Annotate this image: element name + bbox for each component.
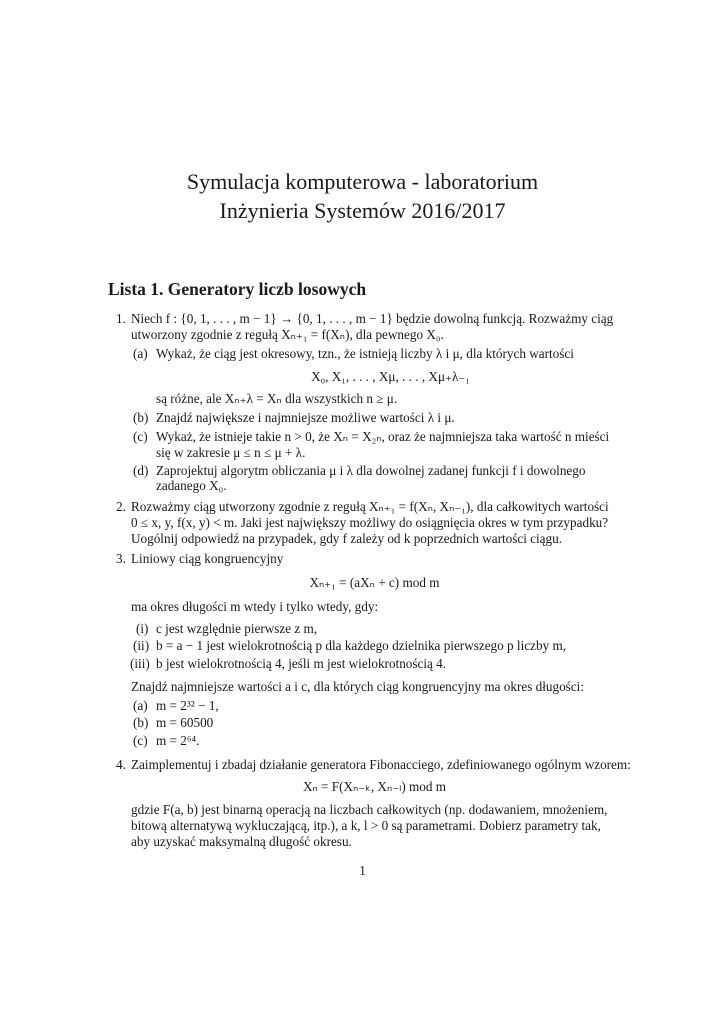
problem-1d-line-2: zadanego X₀. xyxy=(156,478,227,493)
problem-1a-line-1: Wykaż, że ciąg jest okresowy, tzn., że istnieją liczby λ i μ, dla których wartości xyxy=(156,346,574,361)
problem-4-line-4: aby uzyskać maksymalną długość okresu. xyxy=(131,834,352,849)
problem-2-number: 2. xyxy=(116,499,126,514)
problem-1c-label: (c) xyxy=(133,429,148,444)
problem-1d-label: (d) xyxy=(133,463,149,478)
problem-1-line-2: utworzony zgodnie z regułą Xₙ₊₁ = f(Xₙ), dla pewnego X₀. xyxy=(131,327,444,342)
problem-1a-equation: X₀, X₁, . . . , Xμ, . . . , Xμ₊λ₋₁ xyxy=(311,369,470,384)
problem-2-line-3: Uogólnij odpowiedź na przypadek, gdy f zależy od k poprzednich wartości ciągu. xyxy=(131,531,563,546)
problem-3b-label: (b) xyxy=(133,715,149,730)
problem-1d-line-1: Zaprojektuj algorytm obliczania μ i λ dla dowolnej zadanej funkcji f i dowolnego xyxy=(156,463,586,478)
problem-3c-text: m = 2⁶⁴. xyxy=(156,733,200,748)
problem-1b-label: (b) xyxy=(133,410,149,425)
problem-3-ii-label: (ii) xyxy=(133,638,150,653)
problem-3-i-label: (i) xyxy=(136,621,149,636)
problem-4-line-3: bitową alternatywą wykluczającą, itp.), a k, l > 0 są parametrami. Dobierz parametry tak, xyxy=(131,818,601,833)
problem-3-line-2: ma okres długości m wtedy i tylko wtedy, gdy: xyxy=(131,599,379,614)
problem-3-line-1: Liniowy ciąg kongruencyjny xyxy=(131,551,284,566)
problem-3-iii-text: b jest wielokrotnością 4, jeśli m jest wielokrotnością 4. xyxy=(156,656,447,671)
problem-4-line-2: gdzie F(a, b) jest binarną operacją na liczbach całkowitych (np. dodawaniem, mnożeniem, xyxy=(131,802,608,817)
problem-4-number: 4. xyxy=(116,757,126,772)
problem-3c-label: (c) xyxy=(133,733,148,748)
page-number: 1 xyxy=(359,863,366,878)
problem-4-line-1: Zaimplementuj i zbadaj działanie generatora Fibonacciego, zdefiniowanego ogólnym wzorem: xyxy=(131,757,631,772)
title-line-1: Symulacja komputerowa - laboratorium xyxy=(186,169,539,194)
problem-3-i-text: c jest względnie pierwsze z m, xyxy=(156,621,318,636)
problem-3a-text: m = 2³² − 1, xyxy=(156,698,219,713)
problem-1a-label: (a) xyxy=(133,346,148,361)
problem-1b-line-1: Znajdź największe i najmniejsze możliwe wartości λ i μ. xyxy=(156,410,455,425)
title-line-2: Inżynieria Systemów 2016/2017 xyxy=(219,198,506,223)
problem-3-line-3: Znajdź najmniejsze wartości a i c, dla których ciąg kongruencyjny ma okres długości: xyxy=(131,679,584,694)
problem-1-line-1: Niech f : {0, 1, . . . , m − 1} → {0, 1, . . . , m − 1} będzie dowolną funkcją. Rozważmy ciąg xyxy=(131,311,614,326)
problem-3a-label: (a) xyxy=(133,698,148,713)
problem-3-equation: Xₙ₊₁ = (aXₙ + c) mod m xyxy=(309,575,440,590)
problem-1a-line-2: są różne, ale Xₙ₊λ = Xₙ dla wszystkich n ≥ μ. xyxy=(156,391,398,406)
problem-1c-line-1: Wykaż, że istnieje takie n > 0, że Xₙ = X₂ₙ, oraz że najmniejsza taka wartość n mieści xyxy=(156,429,610,444)
section-heading: Lista 1. Generatory liczb losowych xyxy=(108,279,367,299)
problem-3-iii-label: (iii) xyxy=(130,656,150,671)
problem-3b-text: m = 60500 xyxy=(156,715,214,730)
problem-4-equation: Xₙ = F(Xₙ₋ₖ, Xₙ₋ₗ) mod m xyxy=(302,779,447,794)
problem-3-ii-text: b = a − 1 jest wielokrotnością p dla każdego dzielnika pierwszego p liczby m, xyxy=(156,638,567,653)
problem-3-number: 3. xyxy=(116,551,126,566)
problem-1-number: 1. xyxy=(116,311,126,326)
problem-2-line-1: Rozważmy ciąg utworzony zgodnie z regułą Xₙ₊₁ = f(Xₙ, Xₙ₋₁), dla całkowitych wartości xyxy=(131,499,609,514)
problem-2-line-2: 0 ≤ x, y, f(x, y) < m. Jaki jest największy możliwy do osiągnięcia okres w tym przypadku? xyxy=(131,515,609,530)
problem-1c-line-2: się w zakresie μ ≤ n ≤ μ + λ. xyxy=(156,445,306,460)
